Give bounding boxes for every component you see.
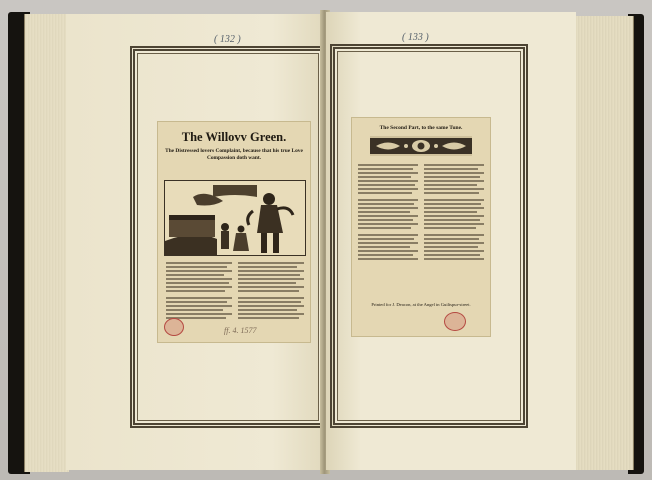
ballad-subtitle: The Distressed lovers Complaint, because that his true Love Compassion doth want. <box>165 148 303 161</box>
left-page-edges <box>24 14 69 472</box>
ballad-part-heading: The Second Part, to the same Tune. <box>379 125 463 131</box>
ballad-text-column-right <box>238 260 304 321</box>
manuscript-note: ff. 4. 1577 <box>224 326 257 335</box>
left-page <box>66 14 324 470</box>
left-folio-number: ( 132 ) <box>214 34 241 45</box>
left-ballad-sheet <box>158 122 310 342</box>
ornamental-headpiece <box>370 136 472 156</box>
right-page-edges <box>575 16 634 470</box>
right-ballad-sheet <box>352 118 490 336</box>
right-page <box>326 12 576 470</box>
ballad-text-column-left <box>166 260 232 321</box>
part-two-text-column-left <box>358 162 418 262</box>
library-stamp <box>164 318 184 336</box>
part-two-text-column-right <box>424 162 484 262</box>
open-book <box>8 6 644 474</box>
ballad-imprint: Printed for J. Deacon, at the Angel in Guiltspur-street. <box>371 302 471 307</box>
headpiece-ornament <box>370 136 472 156</box>
woodcut-illustration <box>165 181 305 255</box>
right-folio-number: ( 133 ) <box>402 32 429 43</box>
library-stamp-right <box>444 312 466 331</box>
ballad-title: The Willovv Green. <box>181 130 287 144</box>
ballad-woodcut <box>164 180 306 256</box>
